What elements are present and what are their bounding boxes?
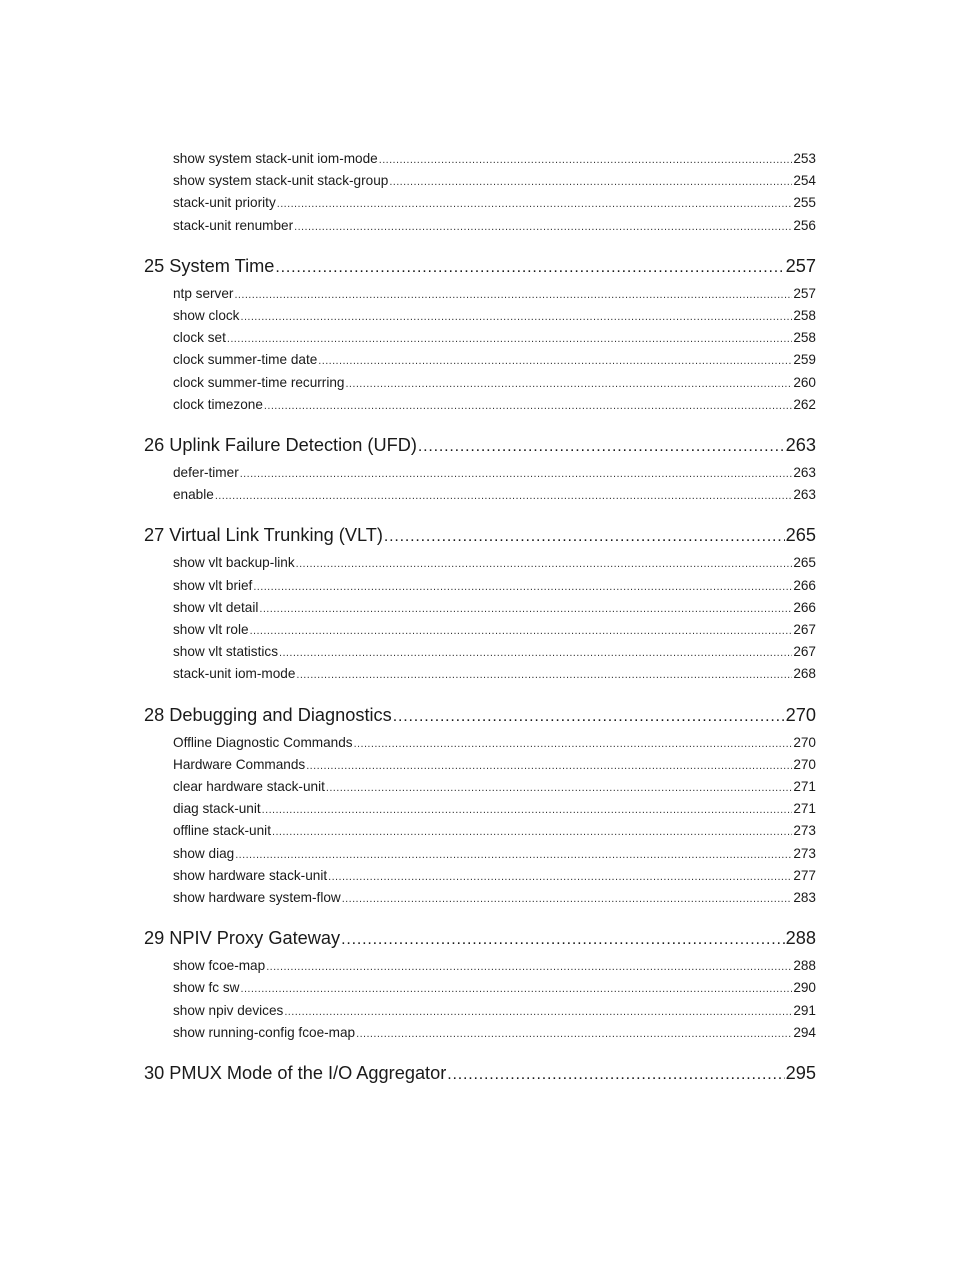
toc-chapter-entry[interactable] (144, 1063, 816, 1087)
toc-entry[interactable] (173, 487, 816, 505)
toc-entry[interactable] (173, 1025, 816, 1043)
toc-entry[interactable] (173, 757, 816, 775)
dot-leader (393, 705, 785, 726)
toc-entry-title: clock summer-time recurring (173, 374, 345, 390)
toc-entry[interactable] (173, 823, 816, 841)
toc-entry[interactable] (173, 890, 816, 908)
toc-entry-title: clock set (173, 330, 226, 346)
toc-entry-page: 291 (793, 1002, 816, 1018)
toc-entry-title: Hardware Commands (173, 756, 306, 772)
toc-entry-title: defer-timer (173, 465, 239, 480)
dot-leader (262, 801, 793, 816)
toc-entry-page: 288 (793, 958, 816, 974)
toc-entry-page: 268 (793, 666, 816, 682)
dot-leader (296, 555, 793, 570)
toc-entry-title: 27 Virtual Link Trunking (VLT) (144, 525, 383, 546)
dot-leader (294, 218, 792, 233)
toc-entry-title: show vlt role (173, 622, 249, 637)
dot-leader (328, 868, 792, 883)
toc-entry-page: 265 (785, 525, 816, 546)
toc-entry-title: clear hardware stack-unit (173, 779, 325, 794)
toc-entry[interactable] (173, 735, 816, 753)
toc-entry-title: show diag (173, 845, 235, 861)
dot-leader (227, 330, 792, 345)
dot-leader (253, 578, 792, 593)
toc-entry[interactable] (173, 600, 816, 618)
toc-entry-page: 267 (793, 644, 816, 660)
dot-leader (296, 666, 792, 681)
dot-leader (447, 1063, 784, 1084)
toc-chapter-entry[interactable] (144, 525, 816, 549)
toc-chapter-entry[interactable] (144, 435, 816, 459)
toc-entry[interactable] (173, 308, 816, 326)
toc-entry[interactable] (173, 173, 816, 191)
toc-entry-title: show clock (173, 308, 240, 323)
toc-entry-page: 254 (793, 173, 816, 189)
toc-entry-page: 266 (793, 577, 816, 593)
dot-leader (389, 173, 792, 188)
toc-entry[interactable] (173, 666, 816, 684)
toc-entry[interactable] (173, 397, 816, 415)
dot-leader (306, 757, 792, 772)
dot-leader (275, 256, 784, 277)
dot-leader (215, 487, 792, 502)
toc-entry-title: 26 Uplink Failure Detection (UFD) (144, 435, 417, 455)
toc-entry[interactable] (173, 644, 816, 662)
dot-leader (418, 435, 785, 456)
toc-entry-title: stack-unit priority (173, 195, 276, 211)
toc-entry-page: 258 (793, 330, 816, 346)
toc-entry-title: offline stack-unit (173, 823, 271, 839)
dot-leader (259, 600, 792, 615)
toc-entry-page: 270 (793, 756, 816, 772)
toc-entry[interactable] (173, 622, 816, 640)
toc-entry[interactable] (173, 375, 816, 393)
toc-chapter-entry[interactable] (144, 256, 816, 280)
toc-entry-title: show system stack-unit stack-group (173, 173, 389, 189)
toc-chapter-entry[interactable] (144, 928, 816, 952)
toc-entry-title: clock summer-time date (173, 352, 318, 368)
toc-entry-page: 267 (793, 622, 816, 637)
dot-leader (345, 375, 792, 390)
toc-entry-page: 273 (793, 823, 816, 839)
dot-leader (240, 465, 793, 480)
dot-leader (240, 308, 792, 323)
dot-leader (279, 644, 792, 659)
toc-entry-page: 260 (793, 374, 816, 390)
dot-leader (384, 525, 785, 546)
toc-entry[interactable] (173, 195, 816, 213)
toc-chapter-entry[interactable] (144, 705, 816, 729)
dot-leader (235, 846, 792, 861)
toc-entry-page: 257 (785, 255, 816, 276)
toc-entry-page: 283 (793, 890, 816, 905)
dot-leader (326, 779, 792, 794)
toc-entry-page: 271 (793, 801, 816, 817)
toc-entry-title: clock timezone (173, 396, 263, 412)
dot-leader (264, 397, 792, 412)
toc-entry-title: show fc sw (173, 980, 240, 996)
dot-leader (266, 958, 792, 973)
toc-entry[interactable] (173, 218, 816, 236)
toc-entry-page: 271 (793, 779, 816, 794)
toc-entry-title: enable (173, 487, 214, 503)
toc-entry[interactable] (173, 555, 816, 573)
toc-entry-page: 255 (793, 195, 816, 211)
toc-entry-title: stack-unit iom-mode (173, 666, 296, 682)
toc-entry-title: show fcoe-map (173, 958, 266, 974)
dot-leader (341, 928, 785, 949)
toc-entry-title: 28 Debugging and Diagnostics (144, 704, 392, 725)
toc-entry-page: 256 (793, 217, 816, 233)
toc-entry[interactable] (173, 868, 816, 886)
dot-leader (356, 1025, 792, 1040)
toc-entry-page: 277 (793, 867, 816, 883)
toc-entry-title: diag stack-unit (173, 801, 261, 817)
toc-entry-page: 263 (793, 487, 816, 503)
toc-entry-page: 257 (793, 285, 816, 301)
toc-entry[interactable] (173, 151, 816, 169)
toc-entry[interactable] (173, 578, 816, 596)
toc-entry[interactable] (173, 779, 816, 797)
toc-entry-title: ntp server (173, 285, 234, 301)
toc-entry[interactable] (173, 330, 816, 348)
toc-entry-title: show running-config fcoe-map (173, 1024, 356, 1040)
toc-entry-page: 266 (793, 599, 816, 615)
toc-entry-page: 263 (785, 435, 816, 455)
dot-leader (234, 286, 792, 301)
toc-entry-page: 270 (785, 704, 816, 725)
toc-entry-title: show vlt brief (173, 577, 253, 593)
toc-entry-title: Offline Diagnostic Commands (173, 734, 353, 750)
toc-entry[interactable] (173, 958, 816, 976)
toc-entry-page: 265 (793, 555, 816, 571)
toc-entry-title: stack-unit renumber (173, 217, 294, 233)
dot-leader (379, 151, 793, 166)
toc-entry-page: 253 (793, 151, 816, 166)
dot-leader (272, 823, 792, 838)
toc-entry-page: 270 (793, 734, 816, 750)
toc-entry-page: 263 (793, 465, 816, 480)
toc-entry[interactable] (173, 352, 816, 370)
toc-entry[interactable] (173, 286, 816, 304)
dot-leader (342, 890, 793, 905)
toc-entry-title: show vlt statistics (173, 644, 278, 660)
dot-leader (284, 1003, 792, 1018)
toc-entry[interactable] (173, 980, 816, 998)
toc-entry[interactable] (173, 801, 816, 819)
dot-leader (354, 735, 793, 750)
toc-entry-title: 25 System Time (144, 255, 275, 276)
toc-entry-title: 29 NPIV Proxy Gateway (144, 928, 341, 949)
toc-entry-page: 262 (793, 396, 816, 412)
toc-entry-title: show hardware system-flow (173, 890, 341, 905)
toc-entry-page: 288 (785, 928, 816, 949)
toc-entry[interactable] (173, 465, 816, 483)
dot-leader (250, 622, 793, 637)
toc-entry-page: 258 (793, 308, 816, 323)
toc-entry[interactable] (173, 1003, 816, 1021)
toc-entry-title: 30 PMUX Mode of the I/O Aggregator (144, 1063, 447, 1083)
toc-entry-page: 259 (793, 352, 816, 368)
dot-leader (240, 980, 792, 995)
toc-entry-page: 295 (785, 1063, 816, 1083)
toc-entry-title: show npiv devices (173, 1002, 284, 1018)
dot-leader (277, 195, 793, 210)
toc-entry-page: 273 (793, 845, 816, 861)
toc-entry-page: 290 (793, 980, 816, 996)
toc-entry-title: show system stack-unit iom-mode (173, 151, 378, 166)
toc-entry-title: show vlt detail (173, 599, 259, 615)
toc-entry-title: show vlt backup-link (173, 555, 295, 571)
toc-entry-page: 294 (793, 1024, 816, 1040)
toc-entry[interactable] (173, 846, 816, 864)
dot-leader (318, 352, 792, 367)
toc-entry-title: show hardware stack-unit (173, 867, 328, 883)
